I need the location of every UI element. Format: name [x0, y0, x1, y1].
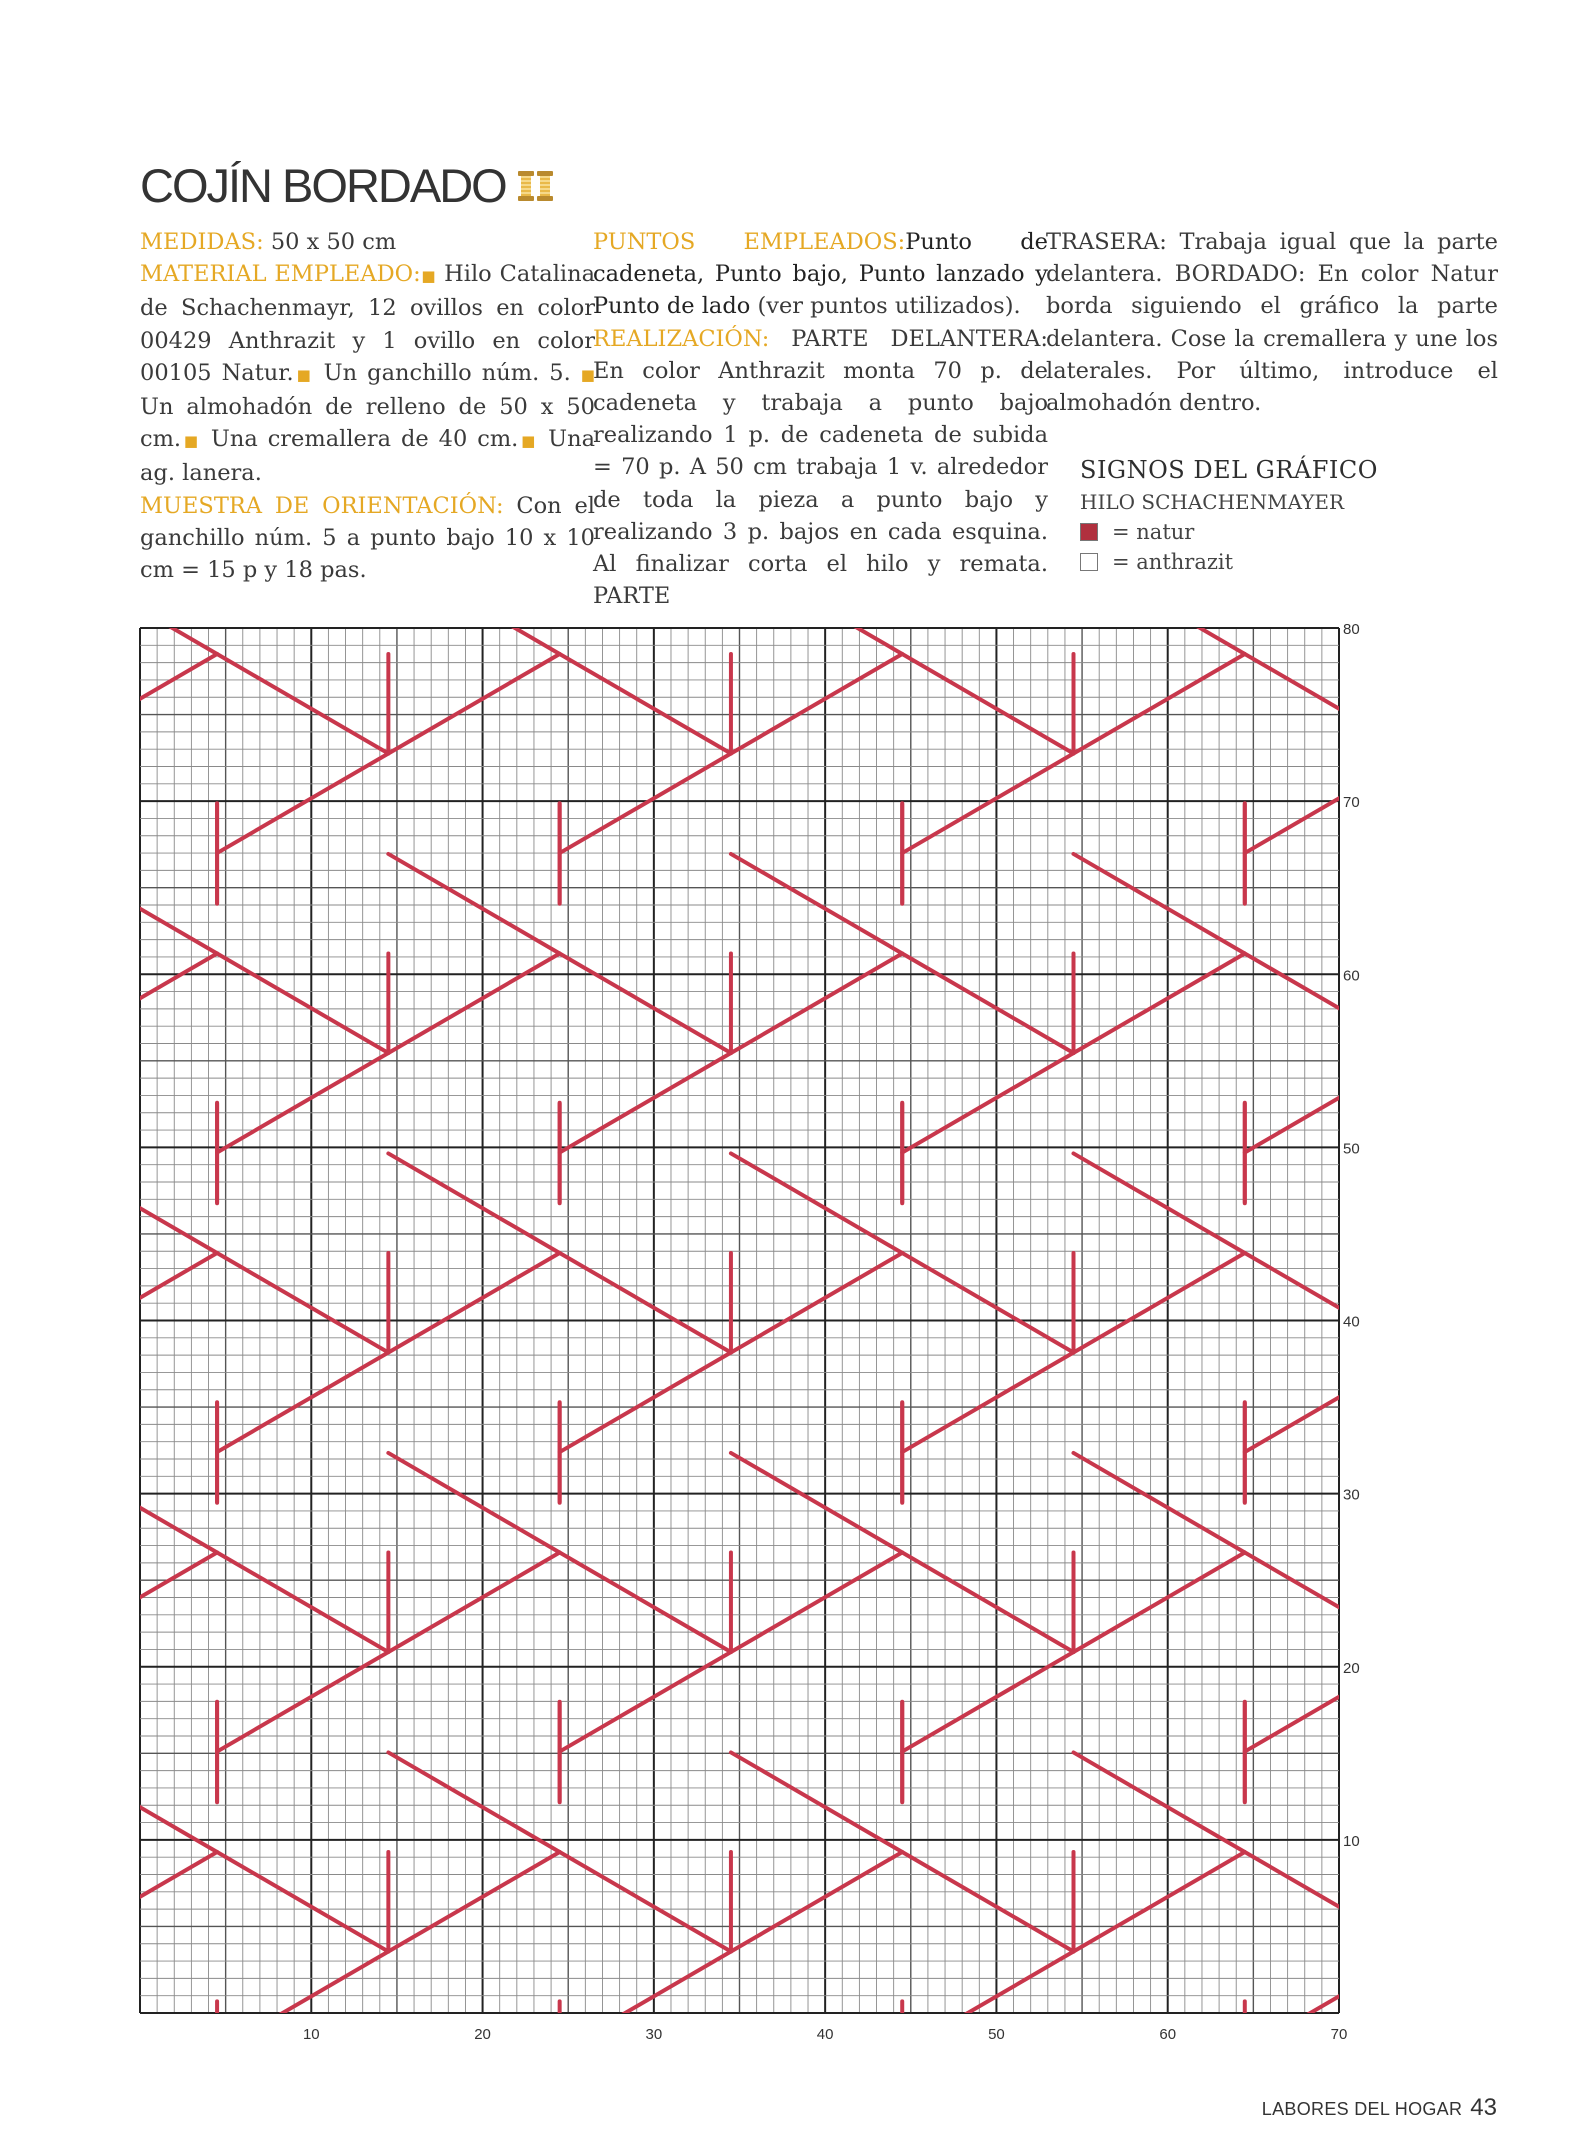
puntos-text-2: (ver puntos utilizados).	[750, 293, 1021, 320]
x-tick-label: 50	[988, 2026, 1005, 2043]
x-tick-label: 10	[302, 2026, 320, 2043]
bullet-square-icon: ■	[181, 432, 201, 451]
x-tick-label: 20	[474, 2026, 491, 2043]
x-tick-label: 60	[1159, 2026, 1177, 2043]
diagonal-stitch-line	[46, 255, 217, 355]
y-tick-label: 30	[1343, 1486, 1360, 1504]
diagonal-stitch-line	[46, 354, 217, 454]
diagonal-stitch-line	[731, 354, 902, 454]
diagonal-stitch-line	[0, 654, 46, 754]
diagonal-stitch-line	[731, 255, 902, 355]
diagonal-stitch-line	[0, 1053, 46, 1153]
diagonal-stitch-line	[560, 454, 731, 554]
material-text-2: Un ganchillo núm. 5.	[313, 359, 571, 386]
bullet-square-icon: ■	[420, 267, 437, 286]
diagonal-stitch-line	[217, 454, 388, 554]
diagonal-stitch-line	[1074, 255, 1245, 355]
trasera-paragraph: TRASERA: Trabaja igual que la parte delantera. BORDADO: En color Natur borda siguiendo el gráfico la parte delantera. Cose la cremallera y une los laterales. Por último, introduce el almohadón dentro.	[1046, 229, 1498, 417]
diagonal-stitch-line	[731, 2052, 902, 2142]
title-text: COJÍN BORDADO	[140, 159, 506, 212]
page-number: 43	[1470, 2094, 1497, 2121]
legend-label-anthrazit: = anthrazit	[1112, 550, 1234, 574]
material-text: Hilo Catalina de Schachenmayr, 12 ovillos en color 00429 Anthrazit y 1 ovillo en color 00105 Natur.	[140, 261, 595, 386]
diagonal-stitch-line	[0, 454, 46, 554]
muestra-text: Con el ganchillo núm. 5 a punto bajo 10 x 10 cm = 15 p y 18 pas.	[140, 492, 595, 584]
legend-subtitle: HILO SCHACHENMAYER	[1080, 490, 1345, 514]
diagonal-stitch-line	[0, 1253, 46, 1353]
y-tick-label: 80	[1343, 621, 1360, 638]
bullet-square-icon: ■	[580, 365, 595, 384]
realizacion-label: REALIZACIÓN:	[593, 325, 770, 352]
x-tick-label: 70	[1330, 2026, 1348, 2043]
diagonal-stitch-line	[388, 354, 559, 454]
diagonal-stitch-line	[0, 1852, 46, 1952]
y-tick-label: 40	[1343, 1313, 1360, 1331]
bullet-square-icon: ■	[518, 432, 539, 451]
diagonal-stitch-line	[1245, 454, 1416, 554]
y-tick-label: 70	[1343, 794, 1360, 812]
material-text-5: Una ag. lanera.	[140, 426, 595, 487]
y-tick-label: 10	[1343, 1832, 1360, 1850]
diagonal-stitch-line	[0, 1353, 46, 1453]
y-tick-label: 50	[1343, 1140, 1360, 1158]
diagonal-stitch-line	[0, 953, 46, 1053]
legend-label-natur: = natur	[1112, 520, 1195, 544]
puntos-text: Punto de cadeneta, Punto bajo, Punto lanzado y Punto de lado	[593, 229, 1048, 320]
diagonal-stitch-line	[1074, 354, 1245, 454]
diagonal-stitch-line	[0, 754, 46, 854]
y-tick-label: 20	[1343, 1659, 1360, 1677]
diagonal-stitch-line	[46, 554, 217, 654]
legend-title: SIGNOS DEL GRÁFICO	[1080, 456, 1378, 484]
diagonal-stitch-line	[1074, 2052, 1245, 2142]
diagonal-stitch-line	[0, 1652, 46, 1752]
diagonal-stitch-line	[388, 255, 559, 355]
realizacion-text: PARTE DELANTERA: En color Anthrazit monta 70 p. de cadeneta y trabaja a punto bajo realizando 1 p. de cadeneta de subida = 70 p. A 50 cm trabaja 1 v. alrededor de toda la pieza a punto bajo y realizando 3 p. bajos en cada esquina. Al finalizar corta el hilo y remata. PARTE	[593, 325, 1048, 610]
material-text-3: Un almohadón de relleno de 50 x 50 cm.	[140, 394, 595, 453]
x-tick-label: 30	[645, 2026, 663, 2043]
diagonal-stitch-line	[0, 1952, 46, 2052]
diagonal-stitch-line	[560, 354, 731, 454]
magazine-name: LABORES DEL HOGAR	[1261, 2099, 1463, 2119]
page-footer	[1262, 2094, 1497, 2122]
muestra-label: MUESTRA DE ORIENTACIÓN:	[140, 492, 504, 519]
x-tick-label: 40	[816, 2026, 834, 2043]
material-text-4: Una cremallera de 40 cm.	[200, 426, 519, 453]
diagonal-stitch-line	[1245, 354, 1416, 454]
bullet-square-icon: ■	[293, 365, 314, 384]
medidas-text: 50 x 50 cm	[263, 229, 397, 255]
diagonal-stitch-line	[0, 1552, 46, 1652]
medidas-label: MEDIDAS:	[140, 229, 264, 255]
diagonal-stitch-line	[902, 354, 1073, 454]
diagonal-stitch-line	[388, 2052, 559, 2142]
diagonal-stitch-line	[902, 454, 1073, 554]
diagonal-stitch-line	[46, 2052, 217, 2142]
material-label: MATERIAL EMPLEADO:	[140, 261, 421, 288]
diagonal-stitch-line	[0, 354, 46, 454]
puntos-label: PUNTOS EMPLEADOS:	[593, 229, 906, 255]
y-tick-label: 60	[1343, 967, 1360, 985]
diagonal-stitch-line	[217, 354, 388, 454]
